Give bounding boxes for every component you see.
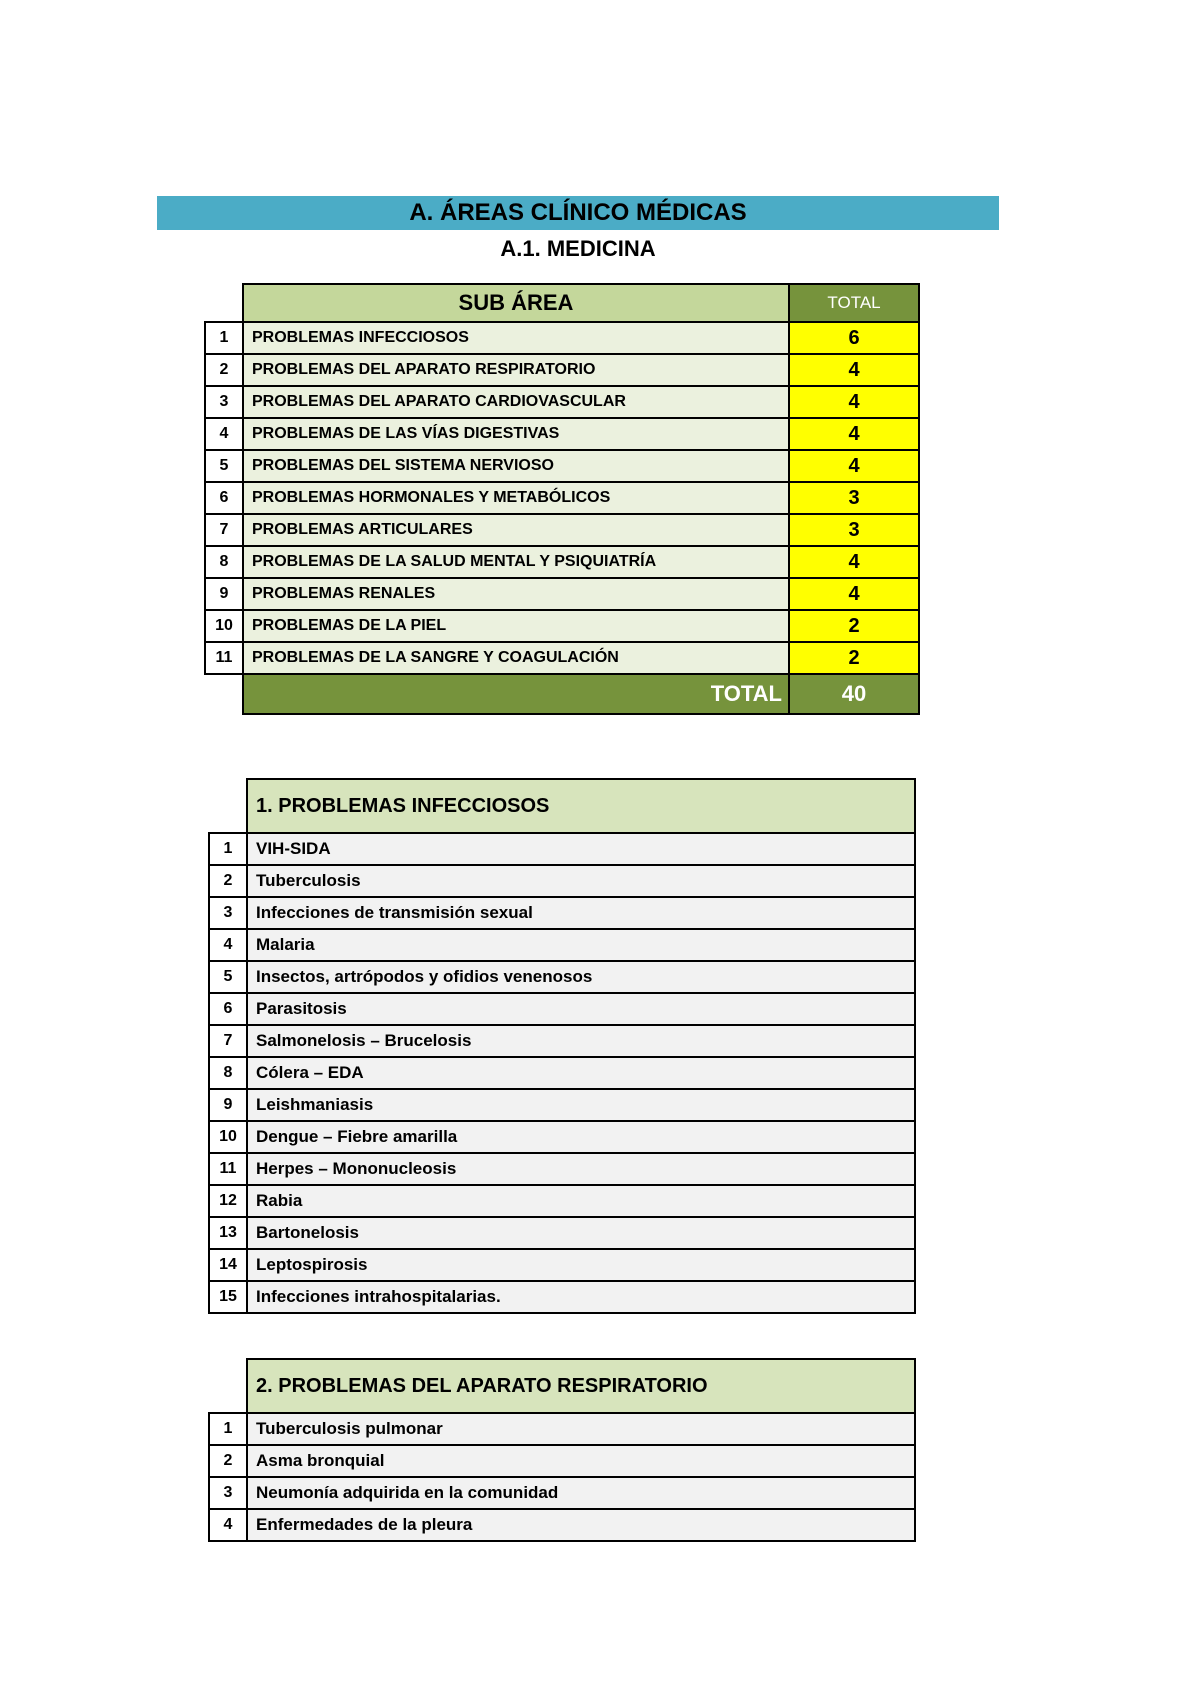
item-number: 9 — [209, 1089, 247, 1121]
item-text: Leishmaniasis — [247, 1089, 915, 1121]
item-number: 1 — [209, 833, 247, 865]
table-row — [205, 322, 919, 354]
item-number: 10 — [209, 1121, 247, 1153]
list-item — [209, 1217, 915, 1249]
item-text: Tuberculosis pulmonar — [247, 1413, 915, 1445]
item-text: Dengue – Fiebre amarilla — [247, 1121, 915, 1153]
total-label: TOTAL — [243, 674, 789, 714]
section-header-row — [209, 1359, 915, 1413]
item-text: Salmonelosis – Brucelosis — [247, 1025, 915, 1057]
subarea-total: 2 — [789, 642, 919, 674]
item-text: Neumonía adquirida en la comunidad — [247, 1477, 915, 1509]
summary-header-row — [205, 284, 919, 322]
table-row — [205, 610, 919, 642]
list-item — [209, 833, 915, 865]
list-item — [209, 1089, 915, 1121]
list-item — [209, 1185, 915, 1217]
total-row — [205, 674, 919, 714]
row-number: 4 — [205, 418, 243, 450]
item-number: 7 — [209, 1025, 247, 1057]
section-header-spacer — [209, 779, 247, 833]
item-text: Parasitosis — [247, 993, 915, 1025]
header-total: TOTAL — [789, 284, 919, 322]
row-number: 11 — [205, 642, 243, 674]
area-title-banner: A. ÁREAS CLÍNICO MÉDICAS — [157, 196, 999, 230]
subarea-name: PROBLEMAS HORMONALES Y METABÓLICOS — [243, 482, 789, 514]
table-row — [205, 450, 919, 482]
summary-table — [204, 283, 920, 715]
list-item — [209, 961, 915, 993]
subarea-total: 4 — [789, 386, 919, 418]
subarea-title: A.1. MEDICINA — [500, 236, 656, 261]
subarea-name: PROBLEMAS ARTICULARES — [243, 514, 789, 546]
list-item — [209, 1121, 915, 1153]
row-number: 10 — [205, 610, 243, 642]
table-row — [205, 578, 919, 610]
item-text: Insectos, artrópodos y ofidios venenosos — [247, 961, 915, 993]
item-text: Herpes – Mononucleosis — [247, 1153, 915, 1185]
item-number: 2 — [209, 1445, 247, 1477]
item-number: 15 — [209, 1281, 247, 1313]
subarea-total: 6 — [789, 322, 919, 354]
subarea-name: PROBLEMAS DE LA PIEL — [243, 610, 789, 642]
subarea-total: 3 — [789, 482, 919, 514]
row-number: 8 — [205, 546, 243, 578]
item-text: Tuberculosis — [247, 865, 915, 897]
item-number: 13 — [209, 1217, 247, 1249]
item-number: 3 — [209, 897, 247, 929]
subarea-total: 4 — [789, 418, 919, 450]
section-header-spacer — [209, 1359, 247, 1413]
subarea-total: 4 — [789, 450, 919, 482]
item-number: 3 — [209, 1477, 247, 1509]
subarea-name: PROBLEMAS DE LA SALUD MENTAL Y PSIQUIATRÍA — [243, 546, 789, 578]
header-spacer — [205, 284, 243, 322]
list-item — [209, 1025, 915, 1057]
subarea-name: PROBLEMAS INFECCIOSOS — [243, 322, 789, 354]
table-row — [205, 418, 919, 450]
item-text: Cólera – EDA — [247, 1057, 915, 1089]
subarea-name: PROBLEMAS DE LA SANGRE Y COAGULACIÓN — [243, 642, 789, 674]
list-item — [209, 897, 915, 929]
section-title: 1. PROBLEMAS INFECCIOSOS — [247, 779, 915, 833]
section-table-infecciosos — [208, 778, 916, 1314]
item-number: 14 — [209, 1249, 247, 1281]
list-item — [209, 865, 915, 897]
list-item — [209, 1413, 915, 1445]
item-number: 5 — [209, 961, 247, 993]
row-number: 6 — [205, 482, 243, 514]
subarea-name: PROBLEMAS DEL APARATO RESPIRATORIO — [243, 354, 789, 386]
list-item — [209, 1445, 915, 1477]
item-text: Leptospirosis — [247, 1249, 915, 1281]
subarea-name: PROBLEMAS DEL SISTEMA NERVIOSO — [243, 450, 789, 482]
item-number: 4 — [209, 929, 247, 961]
subarea-total: 4 — [789, 546, 919, 578]
item-text: Rabia — [247, 1185, 915, 1217]
item-number: 6 — [209, 993, 247, 1025]
item-number: 11 — [209, 1153, 247, 1185]
list-item — [209, 1281, 915, 1313]
list-item — [209, 1249, 915, 1281]
subarea-name: PROBLEMAS DEL APARATO CARDIOVASCULAR — [243, 386, 789, 418]
table-row — [205, 546, 919, 578]
header-subarea: SUB ÁREA — [243, 284, 789, 322]
table-row — [205, 514, 919, 546]
subarea-name: PROBLEMAS RENALES — [243, 578, 789, 610]
subarea-total: 4 — [789, 354, 919, 386]
row-number: 5 — [205, 450, 243, 482]
item-text: Bartonelosis — [247, 1217, 915, 1249]
item-number: 12 — [209, 1185, 247, 1217]
item-number: 4 — [209, 1509, 247, 1541]
item-text: VIH-SIDA — [247, 833, 915, 865]
subarea-total: 2 — [789, 610, 919, 642]
subarea-total: 4 — [789, 578, 919, 610]
item-number: 2 — [209, 865, 247, 897]
list-item — [209, 993, 915, 1025]
item-number: 8 — [209, 1057, 247, 1089]
total-spacer — [205, 674, 243, 714]
row-number: 2 — [205, 354, 243, 386]
row-number: 7 — [205, 514, 243, 546]
list-item — [209, 1477, 915, 1509]
list-item — [209, 929, 915, 961]
table-row — [205, 354, 919, 386]
subarea-name: PROBLEMAS DE LAS VÍAS DIGESTIVAS — [243, 418, 789, 450]
row-number: 3 — [205, 386, 243, 418]
item-text: Enfermedades de la pleura — [247, 1509, 915, 1541]
item-text: Infecciones de transmisión sexual — [247, 897, 915, 929]
section-title: 2. PROBLEMAS DEL APARATO RESPIRATORIO — [247, 1359, 915, 1413]
section-header-row — [209, 779, 915, 833]
table-row — [205, 482, 919, 514]
item-number: 1 — [209, 1413, 247, 1445]
table-row — [205, 642, 919, 674]
row-number: 9 — [205, 578, 243, 610]
section-table-respiratorio — [208, 1358, 916, 1542]
total-value: 40 — [789, 674, 919, 714]
item-text: Malaria — [247, 929, 915, 961]
list-item — [209, 1509, 915, 1541]
list-item — [209, 1153, 915, 1185]
list-item — [209, 1057, 915, 1089]
item-text: Infecciones intrahospitalarias. — [247, 1281, 915, 1313]
row-number: 1 — [205, 322, 243, 354]
item-text: Asma bronquial — [247, 1445, 915, 1477]
table-row — [205, 386, 919, 418]
subarea-total: 3 — [789, 514, 919, 546]
